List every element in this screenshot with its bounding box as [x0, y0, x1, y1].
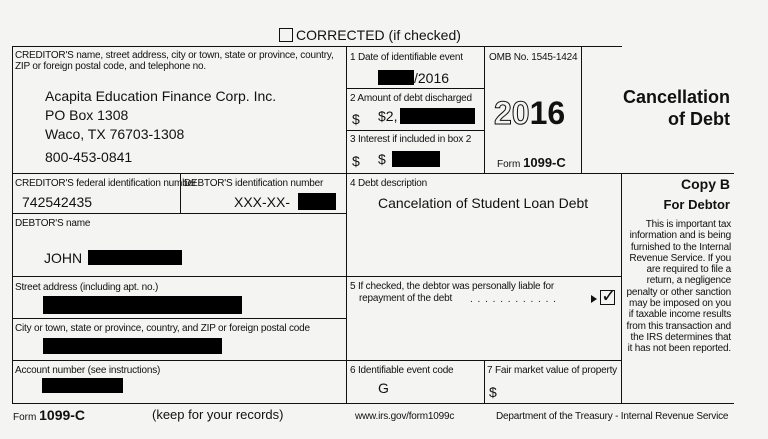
box7-dollar: $ [489, 384, 497, 400]
debtor-name-redaction [88, 250, 182, 265]
box5-dots: . . . . . . . . . . . . [470, 294, 557, 305]
divider-omb-title [581, 46, 582, 173]
divider-b6-b7 [484, 360, 485, 404]
box2-value: $2, [378, 108, 398, 124]
copy-text: This is important tax information and is being furnished to the Internal Revenue Service. If you are required to file a return, a negligence penalty or other sanction may be imposed on you if taxable income results from this transaction and the IRS determines that it has not been reported. [626, 219, 731, 355]
divider-street-city [12, 318, 346, 319]
footer-form [13, 407, 85, 423]
box2-redaction [400, 108, 475, 124]
box3-value: $ [378, 151, 386, 167]
divider-creditor-boxes [346, 46, 347, 404]
debtor-street-label: Street address (including apt. no.) [15, 282, 159, 293]
footer-dept: Department of the Treasury - Internal Revenue Service [496, 411, 729, 422]
creditor-label: CREDITOR'S name, street address, city or town, state or province, country, ZIP or foreign postal code, and telephone no. [15, 50, 334, 72]
copy-subtitle: For Debtor [663, 197, 730, 212]
debtor-name: JOHN [44, 250, 83, 266]
form-title-line2: of Debt [668, 109, 730, 129]
box5-label-line1: 5 If checked, the debtor was personally liable for [350, 281, 555, 292]
omb-form-name: 1099-C [523, 155, 566, 170]
corrected-checkbox[interactable] [279, 28, 293, 42]
corrected-label: CORRECTED (if checked) [296, 27, 461, 43]
form-top-border [12, 46, 622, 47]
divider-name-street [12, 276, 346, 277]
box3-dollar: $ [352, 153, 360, 169]
divider-b2-b3 [346, 130, 484, 131]
box2-dollar: $ [352, 111, 360, 127]
divider-box4-copy [621, 173, 622, 404]
debtor-city-label: City or town, state or province, country, and ZIP or foreign postal code [15, 323, 310, 334]
box1-label: 1 Date of identifiable event [350, 52, 463, 63]
debtor-id-prefix: XXX-XX- [234, 194, 291, 210]
box6-label: 6 Identifiable event code [350, 365, 454, 376]
tax-year-outline: 20 [494, 95, 530, 131]
creditor-city: Waco, TX 76703-1308 [45, 126, 185, 142]
creditor-address1: PO Box 1308 [45, 107, 129, 123]
box5-arrow-icon [591, 295, 597, 303]
form-left-border [12, 46, 13, 404]
omb-form-word: Form [497, 159, 521, 170]
debtor-name-label: DEBTOR'S name [15, 218, 91, 229]
box7-label: 7 Fair market value of property [487, 365, 617, 376]
creditor-fed-id-label: CREDITOR'S federal identification number [15, 178, 197, 189]
box2-label: 2 Amount of debt discharged [350, 93, 472, 104]
debtor-street-redaction [43, 296, 242, 314]
footer-url: www.irs.gov/form1099c [355, 411, 455, 422]
box3-redaction [392, 151, 440, 167]
box1-value: /2016 [414, 70, 450, 86]
box5-label-line2: repayment of the debt [359, 293, 453, 304]
divider-city-account [12, 360, 346, 361]
footer-form-name: 1099-C [39, 407, 86, 423]
box4-label: 4 Debt description [350, 178, 428, 189]
debtor-id-redaction [298, 193, 336, 210]
divider-b1-b2 [346, 88, 484, 89]
divider-b4-b5 [346, 276, 621, 277]
form-title-line1: Cancellation [622, 87, 730, 107]
creditor-phone: 800-453-0841 [45, 149, 133, 165]
divider-boxes-omb [484, 46, 485, 173]
tax-year-bold: 16 [529, 95, 566, 131]
footer-form-word: Form [13, 412, 37, 423]
omb-number: OMB No. 1545-1424 [489, 52, 578, 63]
divider-row1 [12, 173, 734, 174]
tax-year [494, 95, 565, 132]
box5-check-mark: ✓ [601, 285, 617, 307]
box3-label: 3 Interest if included in box 2 [350, 134, 472, 145]
form-title [600, 86, 730, 130]
footer-keep: (keep for your records) [152, 407, 284, 422]
debtor-city-redaction [43, 338, 222, 354]
box4-value: Cancelation of Student Loan Debt [378, 195, 589, 211]
creditor-fed-id: 742542435 [22, 194, 93, 210]
box6-value: G [378, 380, 389, 396]
debtor-id-label: DEBTOR'S identification number [184, 178, 324, 189]
form-bottom-border [12, 403, 734, 404]
omb-form-number [497, 155, 566, 170]
box1-redaction [378, 70, 414, 85]
copy-title: Copy B [681, 176, 730, 192]
divider-ids-name [12, 213, 346, 214]
creditor-name: Acapita Education Finance Corp. Inc. [45, 88, 277, 104]
account-number-redaction [42, 378, 123, 393]
account-number-label: Account number (see instructions) [15, 365, 161, 376]
